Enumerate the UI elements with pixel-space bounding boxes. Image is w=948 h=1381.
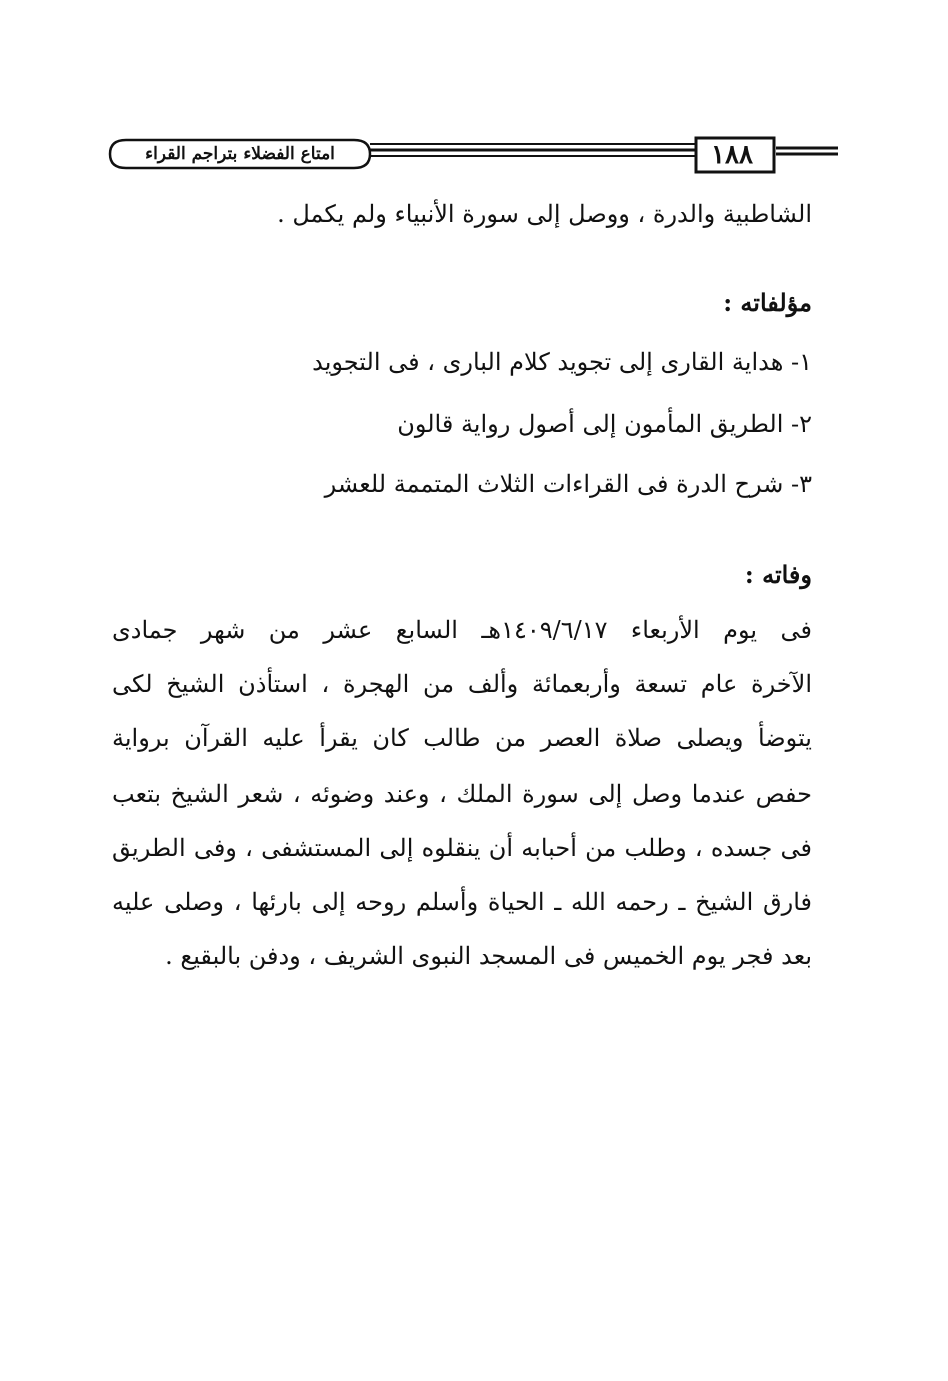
page-header: [104, 132, 838, 180]
death-paragraph-line-4: حفص عندما وصل إلى سورة الملك ، وعند وضوئه ، شعر الشيخ بتعب: [112, 780, 812, 808]
death-paragraph-line-3: يتوضأ ويصلى صلاة العصر من طالب كان يقرأ عليه القرآن برواية: [112, 724, 812, 752]
intro-line: الشاطبية والدرة ، ووصل إلى سورة الأنبياء ولم يكمل .: [277, 200, 812, 228]
running-title: امتاع الفضلاء بتراجم القراء: [145, 144, 335, 164]
death-paragraph-line-5: فى جسده ، وطلب من أحبابه أن ينقلوه إلى المستشفى ، وفى الطريق: [112, 834, 812, 862]
death-heading: وفاته :: [744, 560, 812, 589]
page-number: ١٨٨: [711, 140, 753, 170]
death-paragraph-line-6: فارق الشيخ ـ رحمه الله ـ الحياة وأسلم روحه إلى بارئها ، وصلى عليه: [112, 888, 812, 916]
works-item-3: ٣- شرح الدرة فى القراءات الثلاث المتممة للعشر: [324, 470, 812, 498]
works-item-2: ٢- الطريق المأمون إلى أصول رواية قالون: [397, 410, 812, 438]
death-paragraph-line-2: الآخرة عام تسعة وأربعمائة وألف من الهجرة ، استأذن الشيخ لكى: [112, 670, 812, 698]
works-item-1: ١- هداية القارى إلى تجويد كلام البارى ، فى التجويد: [312, 348, 812, 376]
works-heading: مؤلفاته :: [723, 288, 812, 317]
death-paragraph-line-1: فى يوم الأربعاء ١٤٠٩/٦/١٧هـ السابع عشر من شهر جمادى: [112, 616, 813, 644]
death-paragraph-line-7: بعد فجر يوم الخميس فى المسجد النبوى الشريف ، ودفن بالبقيع .: [165, 942, 812, 970]
